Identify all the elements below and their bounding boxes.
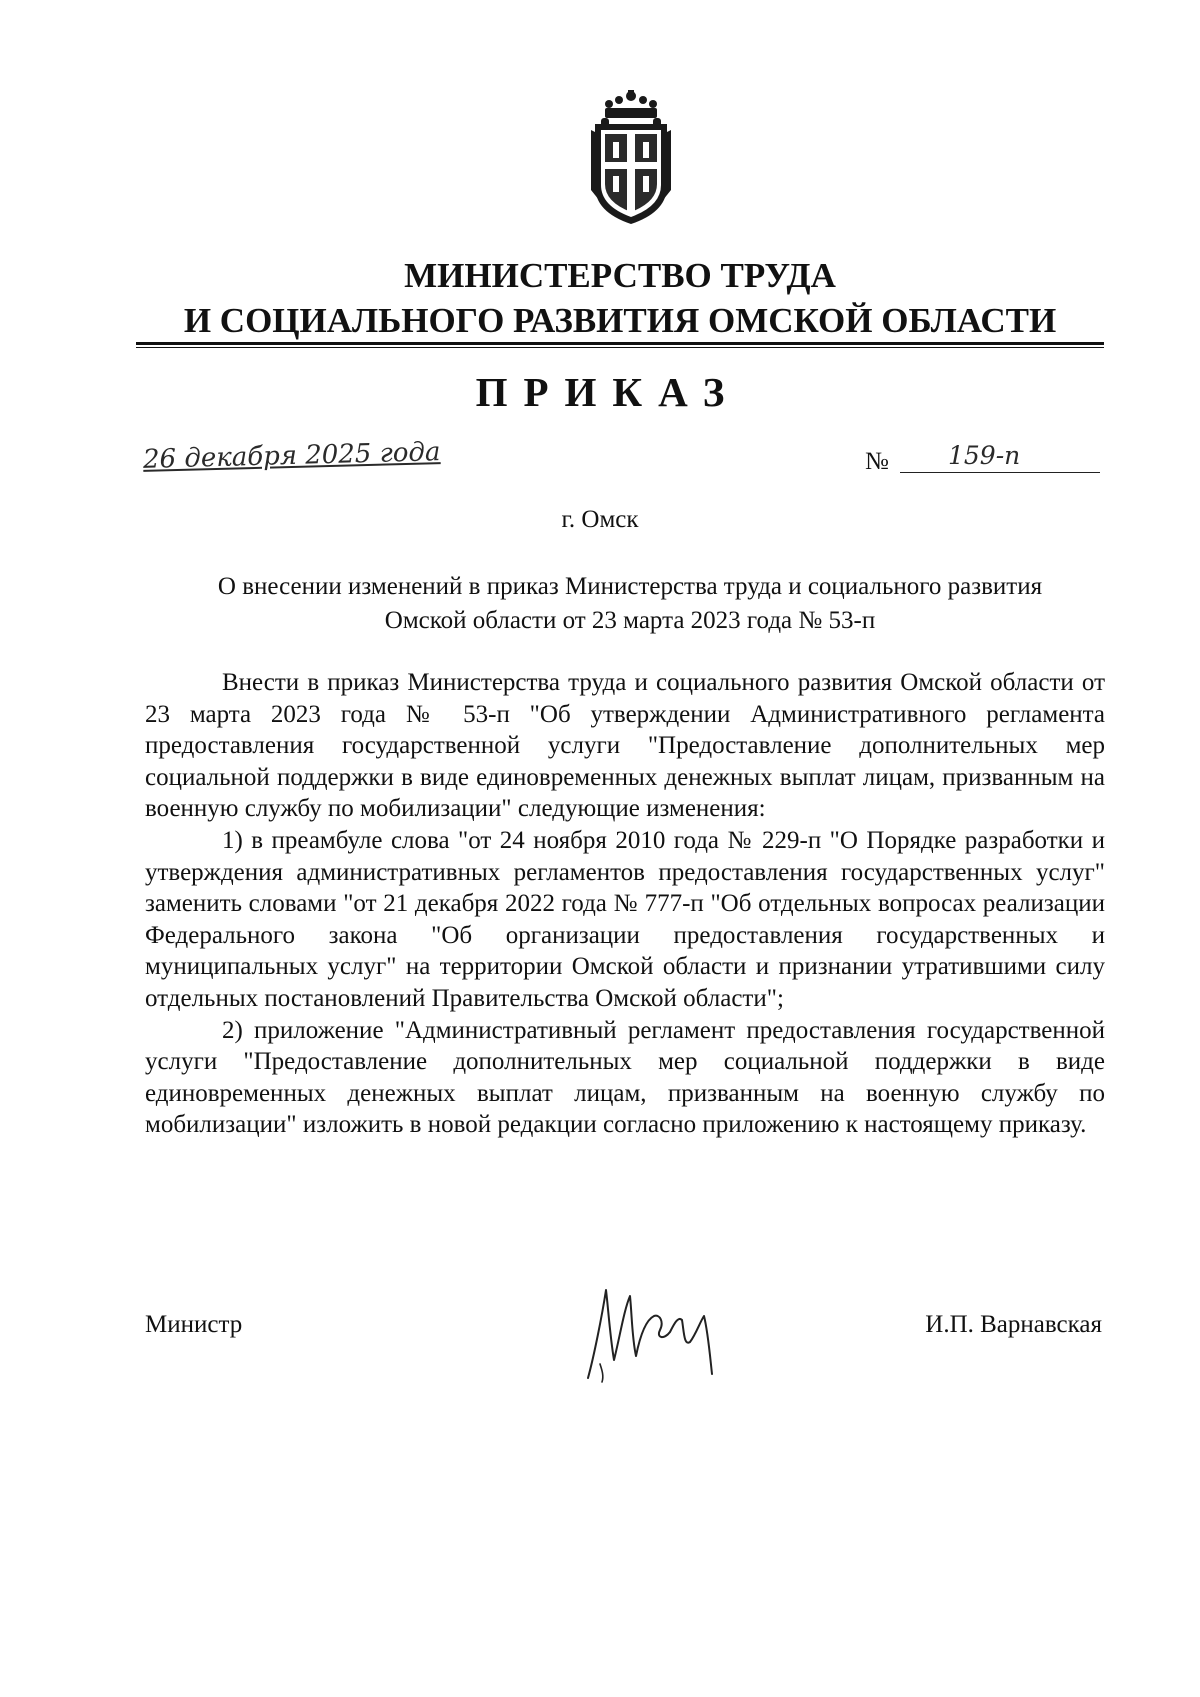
body-paragraph-item-2: 2) приложение "Административный регламент предоставления государственной услуги "Предоставление дополнительных мер социальной поддержки в виде единовременных денежных выплат лицам, призванным на военную службу по мобилизации" изложить в новой редакции согласно приложению к настоящему приказу.	[145, 1016, 1105, 1139]
subject-line-2: Омской области от 23 марта 2023 года № 53-п	[384, 607, 876, 634]
document-type-title: ПРИКАЗ	[475, 369, 741, 415]
body-paragraph-item-1: 1) в преамбуле слова "от 24 ноября 2010 года № 229-п "О Порядке разработки и утверждения административных регламентов предоставления государственных услуг" заменить словами "от 21 декабря 2022 года № 777-п "Об отдельных вопросах реализации Федерального закона "Об организации предоставления государственных и муниципальных услуг" на территории Омской области и признании утратившими силу отдельных постановлений Правительства Омской области";	[145, 826, 1105, 1012]
ministry-name-line2: И СОЦИАЛЬНОГО РАЗВИТИЯ ОМСКОЙ ОБЛАСТИ	[183, 301, 1057, 340]
body-paragraph-intro: Внести в приказ Министерства труда и социального развития Омской области от 23 марта 2023 года № 53-п "Об утверждении Административного регламента предоставления государственной услуги "Предоставление дополнительных мер социальной поддержки в виде единовременных денежных выплат лицам, призванным на военную службу по мобилизации" следующие изменения:	[145, 669, 1105, 823]
number-label: №	[865, 448, 889, 475]
header-divider-thin	[136, 347, 1104, 348]
document-body	[145, 667, 1105, 1141]
signature-icon	[580, 1276, 740, 1386]
subject-line-1: О внесении изменений в приказ Министерства труда и социального развития	[217, 573, 1043, 600]
signatory-name: И.П. Варнавская	[925, 1311, 1102, 1338]
coat-of-arms-icon	[585, 90, 677, 228]
handwritten-date: 26 декабря 2025 года	[142, 437, 441, 475]
ministry-name-line1: МИНИСТЕРСТВО ТРУДА	[404, 256, 836, 295]
handwritten-order-number: 159-п	[948, 441, 1021, 470]
header-divider	[136, 342, 1104, 345]
city-line: г. Омск	[561, 506, 639, 533]
document-subject	[150, 570, 1110, 638]
position-title: Министр	[145, 1311, 243, 1338]
number-underline	[900, 472, 1100, 473]
